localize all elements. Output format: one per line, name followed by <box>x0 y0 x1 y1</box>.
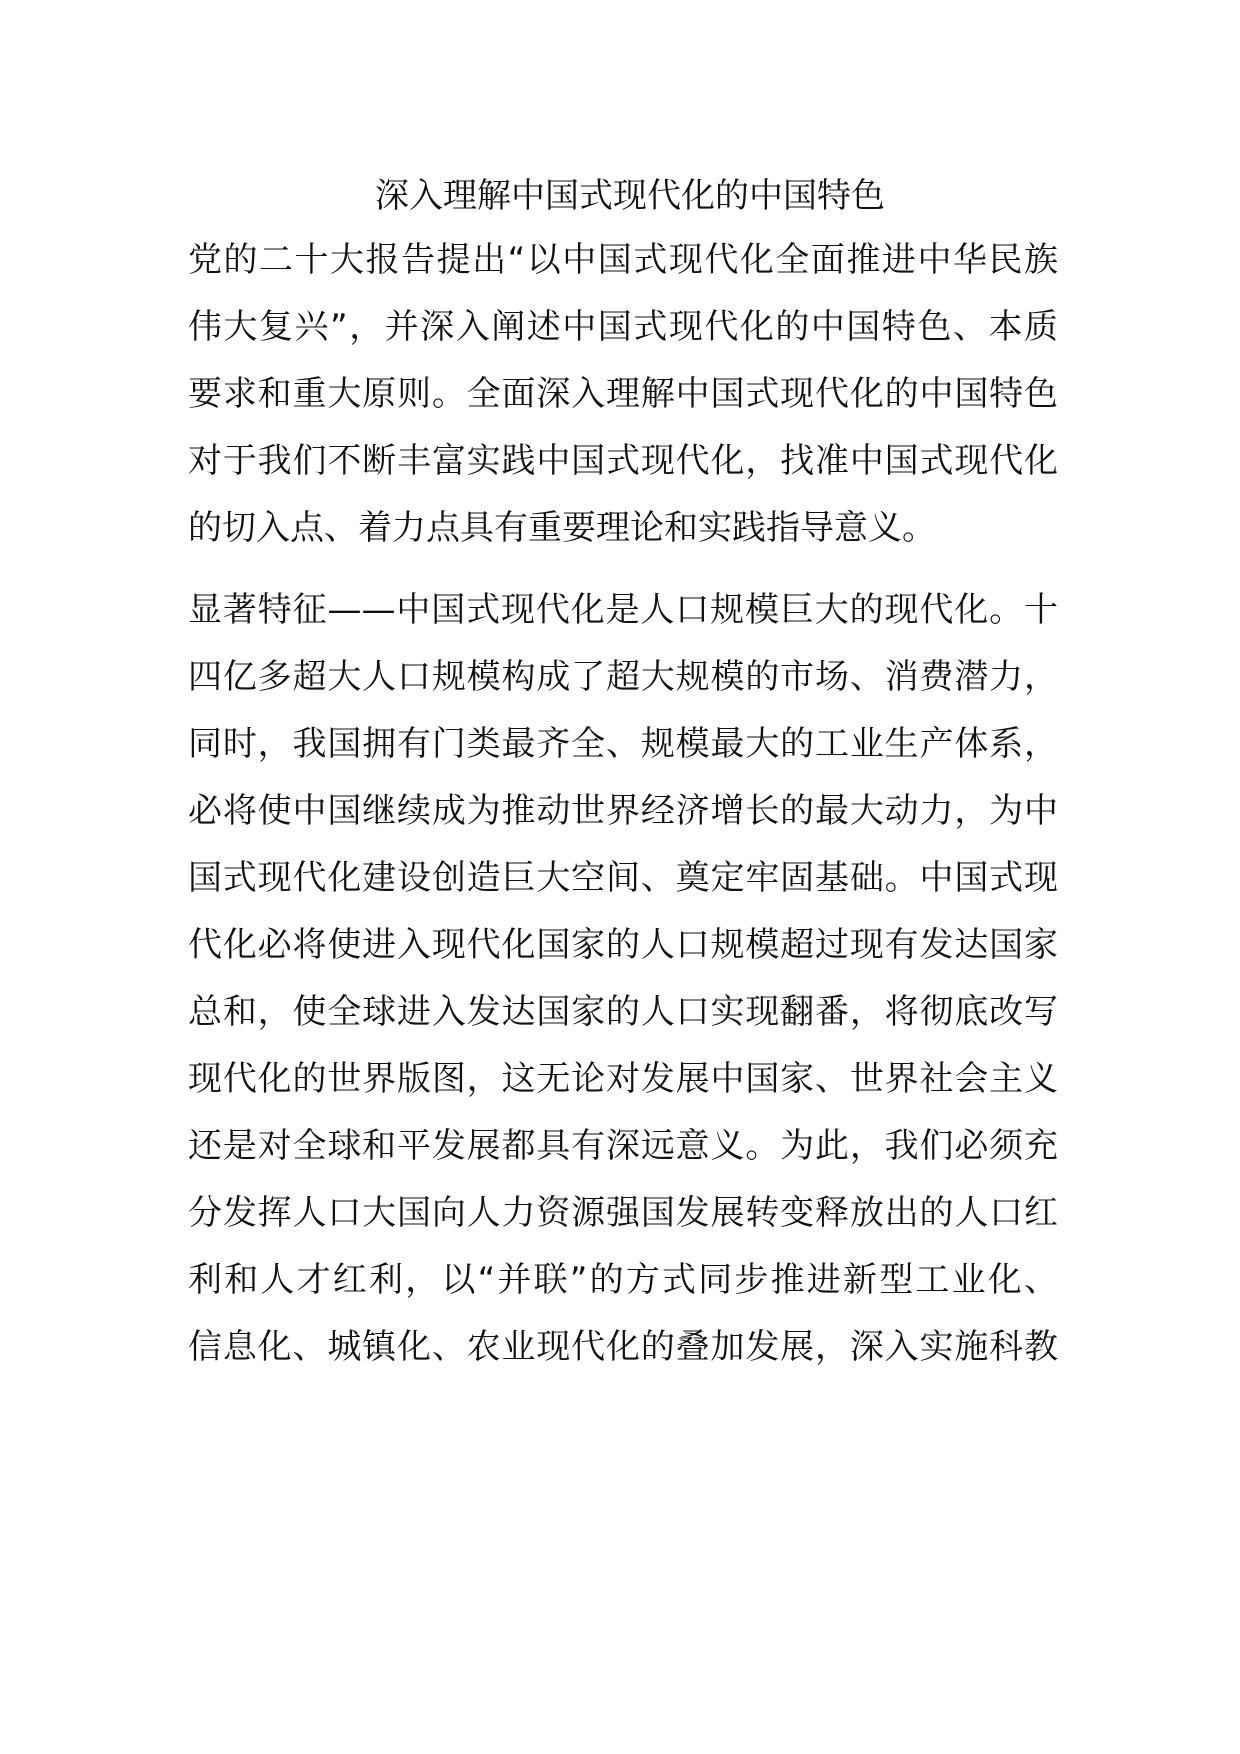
paragraph-line: 必将使中国继续成为推动世界经济增长的最大动力，为中 <box>188 791 1058 831</box>
paragraph-line: 国式现代化建设创造巨大空间、奠定牢固基础。中国式现 <box>188 858 1058 898</box>
paragraph-line: 同时，我国拥有门类最齐全、规模最大的工业生产体系， <box>188 724 1058 764</box>
paragraph-line: 信息化、城镇化、农业现代化的叠加发展，深入实施科教 <box>188 1327 1058 1367</box>
paragraph-line: 对于我们不断丰富实践中国式现代化，找准中国式现代化 <box>188 441 1058 481</box>
paragraph-line: 党的二十大报告提出“以中国式现代化全面推进中华民族 <box>188 240 1058 280</box>
document-title: 深入理解中国式现代化的中国特色 <box>375 176 885 216</box>
paragraph-line: 伟大复兴”，并深入阐述中国式现代化的中国特色、本质 <box>188 307 1058 347</box>
paragraph-line: 总和，使全球进入发达国家的人口实现翻番，将彻底改写 <box>188 992 1058 1032</box>
paragraph-line: 分发挥人口大国向人力资源强国发展转变释放出的人口红 <box>188 1193 1058 1233</box>
paragraph-line: 的切入点、着力点具有重要理论和实践指导意义。 <box>188 508 936 548</box>
paragraph-line: 还是对全球和平发展都具有深远意义。为此，我们必须充 <box>188 1126 1058 1166</box>
paragraph-line: 四亿多超大人口规模构成了超大规模的市场、消费潜力， <box>188 657 1058 697</box>
paragraph-line: 利和人才红利，以“并联”的方式同步推进新型工业化、 <box>188 1260 1058 1300</box>
paragraph-line: 代化必将使进入现代化国家的人口规模超过现有发达国家 <box>188 925 1058 965</box>
paragraph-line: 显著特征——中国式现代化是人口规模巨大的现代化。十 <box>188 590 1058 630</box>
paragraph-line: 现代化的世界版图，这无论对发展中国家、世界社会主义 <box>188 1059 1058 1099</box>
paragraph-line: 要求和重大原则。全面深入理解中国式现代化的中国特色 <box>188 374 1058 414</box>
